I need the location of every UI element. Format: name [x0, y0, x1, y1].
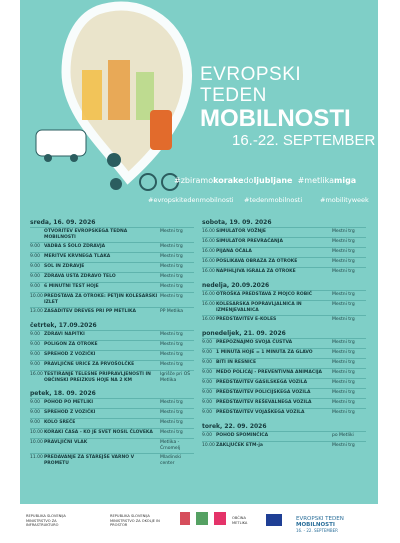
hashtag-bar: [20, 196, 378, 208]
hashtag: #tedenmobilnosti: [244, 196, 303, 204]
event-time: 9.00: [202, 433, 213, 438]
event-location: Mestni trg: [332, 390, 355, 395]
event-time: 9.00: [30, 254, 41, 259]
event-location: Mestni trg: [332, 360, 355, 365]
event-location: Mestni trg: [160, 410, 183, 415]
schedule-row: [202, 358, 366, 368]
day-heading: torek, 22. 09. 2026: [202, 423, 267, 430]
event-time: 9.00: [30, 332, 41, 337]
schedule-row: [30, 418, 194, 428]
poster: [20, 0, 378, 543]
event-name: OTROŠKA PREDSTAVA Z MOJCO ROBIČ: [216, 292, 313, 297]
schedule-row: [30, 340, 194, 350]
event-time: 9.00: [202, 380, 213, 385]
title-line-2: TEDEN: [200, 85, 267, 106]
event-location: Mestni trg: [332, 302, 355, 307]
event-time: 9.00: [202, 390, 213, 395]
schedule-row: [202, 257, 366, 267]
hashtag: #mobilityweek: [320, 196, 369, 204]
schedule-row: [30, 428, 194, 438]
event-location: Mestni trg: [332, 292, 355, 297]
event-time: 16.00: [202, 239, 215, 244]
event-name: PIJANA OČALA: [216, 249, 252, 254]
schedule-row: [30, 292, 194, 307]
event-time: 9.00: [30, 284, 41, 289]
event-name: PREDSTAVITEV GASILSKEGA VOZILA: [216, 380, 308, 385]
event-location: Mestni trg: [332, 239, 355, 244]
event-time: 9.00: [30, 264, 41, 269]
schedule-column-right: [202, 214, 366, 451]
day-heading: petek, 18. 09. 2026: [30, 390, 96, 397]
schedule-row: [202, 398, 366, 408]
event-name: PREDSTAVITEV REŠEVALNEGA VOZILA: [216, 400, 312, 405]
event-name: PREDAVANJE ZA STAREJŠE VARNO V PROMETU: [44, 455, 135, 466]
schedule-row: [202, 441, 366, 451]
schedule-row: [202, 431, 366, 441]
schedule-row: [202, 378, 366, 388]
event-time: 10.00: [30, 440, 43, 445]
schedule-row: [30, 438, 194, 453]
schedule-row: [30, 453, 194, 468]
schedule-row: [30, 408, 194, 418]
event-time: 9.00: [202, 410, 213, 415]
day-heading: četrtek, 17.09.2026: [30, 322, 97, 329]
event-time: 9.00: [202, 360, 213, 365]
event-name: KOLO SREČE: [44, 420, 76, 425]
slogan: [174, 176, 356, 185]
event-location: Mestni trg: [332, 380, 355, 385]
event-location: Mestni trg: [160, 362, 183, 367]
event-name: ZDRAVA USTA ZDRAVO TELO: [44, 274, 116, 279]
footer-logos: [20, 504, 378, 543]
event-time: 9.00: [202, 340, 213, 345]
event-name: SPREHOD Z VOZIČKI: [44, 410, 96, 415]
event-time: 16.00: [202, 317, 215, 322]
ministry-infrastructure-logo: REPUBLIKA SLOVENIJA MINISTRSTVO ZA INFRASTRUKTURO: [26, 514, 66, 527]
event-name: POSLIKAVA OBRAZA ZA OTROKE: [216, 259, 298, 264]
event-location: Mestni trg: [332, 443, 355, 448]
event-name: NAPIHLJIVA IGRALA ZA OTROKE: [216, 269, 296, 274]
event-name: PREDSTAVA ZA OTROKE: PETJIN KOLESARSKI IZLET: [44, 294, 158, 305]
event-name: POHOD SPOMINČICA: [216, 433, 269, 438]
event-location: Mestni trg: [160, 420, 183, 425]
event-time: 11.00: [30, 455, 43, 460]
event-name: SPREHOD Z VOZIČKI: [44, 352, 96, 357]
event-location: Mestni trg: [160, 254, 183, 259]
footer-dates: 16. - 22. SEPTEMBER: [296, 528, 338, 533]
event-name: OTVORITEV EVROPSKEGA TEDNA MOBILNOSTI: [44, 229, 128, 240]
schedule-row: [202, 315, 366, 325]
event-time: 9.00: [202, 350, 213, 355]
event-location: Mestni trg: [160, 342, 183, 347]
footer-event-title: [296, 516, 344, 533]
day-heading: nedelja, 20.09.2026: [202, 282, 270, 289]
event-location: Mestni trg: [332, 249, 355, 254]
schedule-row: [30, 350, 194, 360]
event-time: 9.00: [30, 274, 41, 279]
event-location: PP Metlika: [160, 309, 184, 314]
event-name: SIMULATOR VOŽNJE: [216, 229, 266, 234]
event-name: PREDSTAVITEV E-KOLES: [216, 317, 277, 322]
event-name: MEDO POLICAJ - PREVENTIVNA ANIMACIJA: [216, 370, 323, 375]
event-location: Mestni trg: [160, 294, 183, 299]
metlika-logo-text: OBČINA METLIKA: [232, 516, 248, 525]
event-name: BITI IN RESNICE: [216, 360, 257, 365]
event-name: 1 MINUTA HOJE = 1 MINUTA ZA GLAVO: [216, 350, 313, 355]
schedule-row: [30, 282, 194, 292]
event-time: 16.00: [202, 249, 215, 254]
event-name: PREPOZNAJMO SVOJA ČUSTVA: [216, 340, 293, 345]
schedule-row: [202, 237, 366, 247]
event-location: Mestni trg: [160, 332, 183, 337]
event-location: Mladinski center: [160, 455, 182, 466]
event-location: Mestni trg: [160, 244, 183, 249]
event-time: 9.00: [30, 410, 41, 415]
event-location: Mestni trg: [160, 284, 183, 289]
schedule-row: [30, 307, 194, 317]
event-location: Mestni trg: [332, 410, 355, 415]
schedule-row: [202, 290, 366, 300]
event-location: Mestni trg: [160, 430, 183, 435]
schedule-row: [30, 227, 194, 242]
event-time: 16.00: [202, 229, 215, 234]
event-name: SOL IN ZDRAVJE: [44, 264, 85, 269]
event-location: Metlika - Črnomelj: [160, 440, 181, 451]
event-time: 10.00: [30, 430, 43, 435]
event-location: Mestni trg: [160, 229, 183, 234]
event-time: 9.00: [30, 420, 41, 425]
event-location: Mestni trg: [332, 269, 355, 274]
schedule-row: [30, 272, 194, 282]
event-location: Igrišče pri OŠ Metlika: [160, 372, 191, 383]
schedule-row: [202, 227, 366, 237]
event-name: 6 MINUTNI TEST HOJE: [44, 284, 99, 289]
event-location: Mestni trg: [332, 340, 355, 345]
event-location: Mestni trg: [332, 259, 355, 264]
event-location: Mestni trg: [160, 400, 183, 405]
event-time: 16.00: [202, 269, 215, 274]
schedule-row: [202, 247, 366, 257]
slogan-part: #metlika: [297, 176, 334, 185]
day-heading: sobota, 19. 09. 2026: [202, 219, 272, 226]
event-location: po Metliki: [332, 433, 354, 438]
schedule-row: [30, 398, 194, 408]
event-name: PREDSTAVITEV POLICIJSKEGA VOZILA: [216, 390, 311, 395]
event-location: Mestni trg: [332, 229, 355, 234]
event-dates: 16.-22. SEPTEMBER: [232, 132, 376, 149]
event-name: PRAVLJIČNI VLAK: [44, 440, 88, 445]
event-location: Mestni trg: [332, 370, 355, 375]
footer-title-2: MOBILNOSTI: [296, 522, 335, 528]
event-time: 13.00: [30, 309, 43, 314]
event-name: PRAVLJIČNE URICE ZA PRVOŠOLČKE: [44, 362, 135, 367]
event-location: Mestni trg: [160, 274, 183, 279]
event-time: 16.00: [202, 292, 215, 297]
event-name: KORAKI ČASA - KO JE SVET NOSIL ČLOVEKA: [44, 430, 153, 435]
event-time: 9.00: [30, 244, 41, 249]
event-time: 16.00: [202, 302, 215, 307]
title-line-3: MOBILNOSTI: [200, 105, 351, 132]
schedule-row: [30, 370, 194, 385]
program-schedule: [20, 214, 378, 494]
event-time: 16.00: [202, 259, 215, 264]
day-heading: sreda, 16. 09. 2026: [30, 219, 96, 226]
event-time: [30, 229, 44, 241]
event-time: 9.00: [30, 352, 41, 357]
schedule-row: [30, 262, 194, 272]
event-name: MERITVE KRVNEGA TLAKA: [44, 254, 111, 259]
event-time: 9.00: [30, 362, 41, 367]
event-time: 9.00: [30, 342, 41, 347]
hashtag: #evropskitedenmobilnosti: [148, 196, 234, 204]
event-location: Mestni trg: [332, 317, 355, 322]
schedule-row: [30, 242, 194, 252]
schedule-row: [202, 348, 366, 358]
event-name: SIMULATOR PREVRAČANJA: [216, 239, 283, 244]
event-name: KOLESARSKA POPRAVLJALNICA IN IZMENJEVALNICA: [216, 302, 302, 313]
schedule-row: [30, 360, 194, 370]
schedule-row: [30, 330, 194, 340]
slogan-part: #zbiramo: [174, 176, 214, 185]
event-location: Mestni trg: [332, 350, 355, 355]
event-name: VADBA S ŠOLO ZDRAVJA: [44, 244, 106, 249]
event-time: 10.00: [30, 294, 43, 299]
event-location: Mestni trg: [160, 264, 183, 269]
ministry-environment-logo: REPUBLIKA SLOVENIJA MINISTRSTVO ZA OKOLJE IN PROSTOR: [110, 514, 160, 527]
slogan-part: ljubljane: [253, 176, 293, 185]
schedule-row: [30, 252, 194, 262]
slogan-part: korake: [213, 176, 244, 185]
event-time: 9.00: [30, 400, 41, 405]
schedule-row: [202, 368, 366, 378]
schedule-column-left: [30, 214, 194, 468]
event-location: Mestni trg: [160, 352, 183, 357]
event-time: 9.00: [202, 400, 213, 405]
event-name: ZASADITEV DREVES PRI PP METLIKA: [44, 309, 137, 314]
event-name: ZDRAVI NAPITKI: [44, 332, 85, 337]
event-name: POLIGON ZA OTROKE: [44, 342, 98, 347]
event-name: PREDSTAVITEV VOJAŠKEGA VOZILA: [216, 410, 305, 415]
schedule-row: [202, 338, 366, 348]
event-time: 16.00: [30, 372, 43, 377]
event-name: TESTIRANJE TELESNE PRIPRAVLJENOSTI IN OBČINSKI PREIZKUS HOJE NA 2 KM: [44, 372, 151, 383]
schedule-row: [202, 388, 366, 398]
schedule-row: [202, 267, 366, 277]
event-title: [200, 64, 375, 150]
day-heading: ponedeljek, 21. 09. 2026: [202, 330, 286, 337]
event-location: Mestni trg: [332, 400, 355, 405]
event-name: POHOD PO METLIKI: [44, 400, 94, 405]
slogan-part: miga: [333, 176, 357, 185]
footer-title-1: EVROPSKI TEDEN: [296, 516, 344, 522]
event-time: 9.00: [202, 370, 213, 375]
schedule-row: [202, 408, 366, 418]
hero-illustration: [20, 0, 378, 218]
title-line-1: EVROPSKI: [200, 64, 302, 85]
event-time: 10.00: [202, 443, 215, 448]
slogan-part: do: [243, 176, 254, 185]
event-name: ZAKLJUČEK ETM-ja: [216, 443, 263, 448]
schedule-row: [202, 300, 366, 315]
